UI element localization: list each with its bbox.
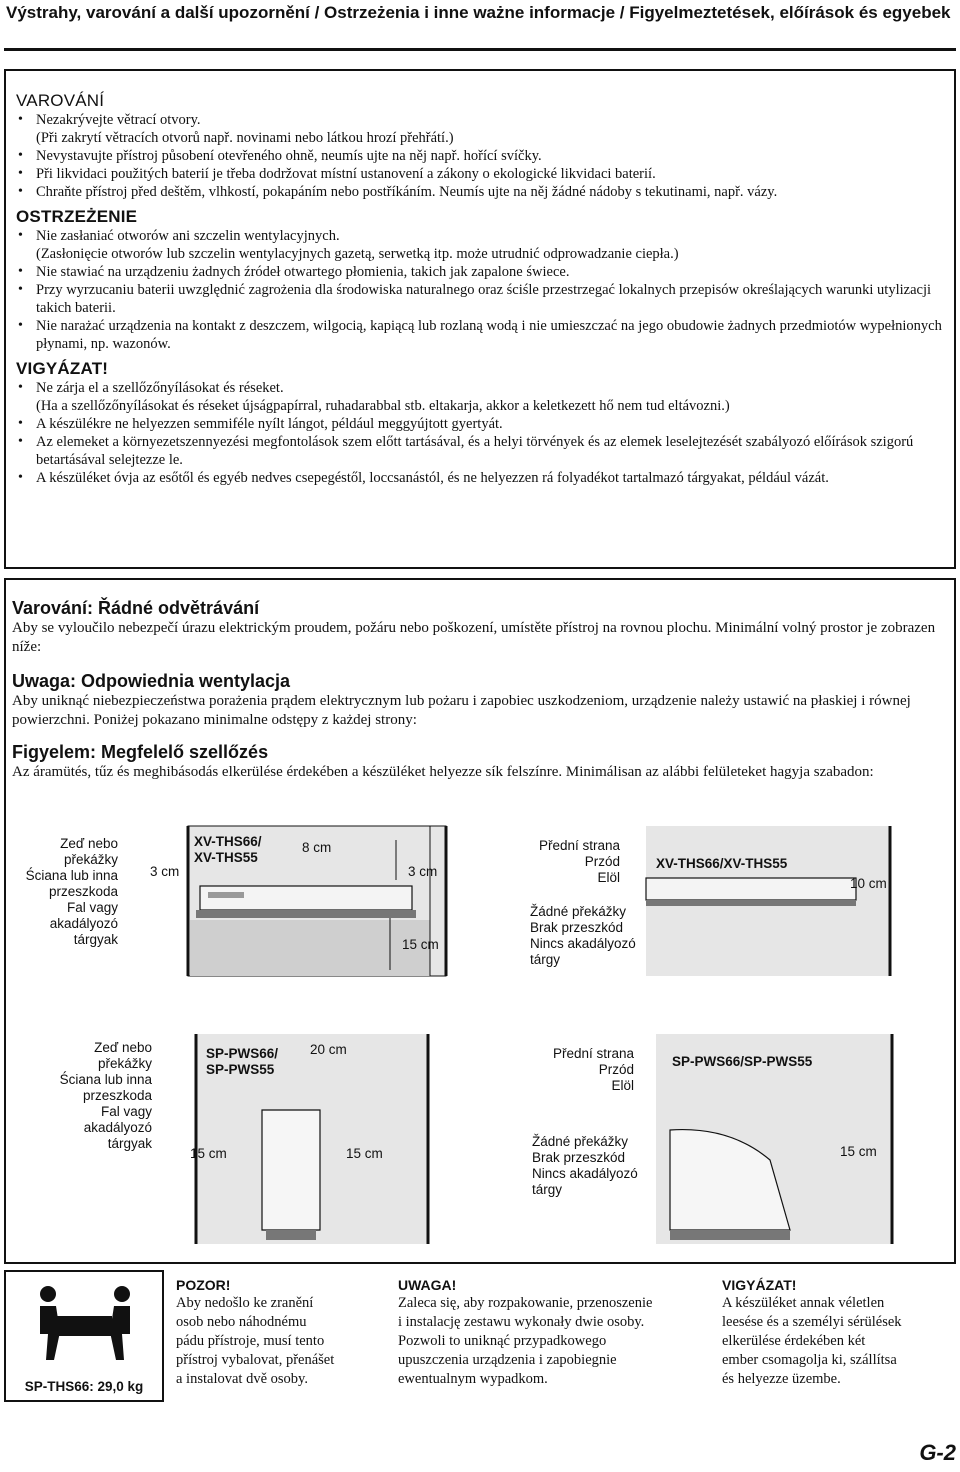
clearance-bottom-xv: 15 cm: [402, 937, 439, 952]
ventilation-hu: [12, 741, 942, 782]
warning-item: [16, 433, 944, 469]
model-line: SP-PWS55: [206, 1062, 275, 1077]
wall-label-line: Zeď nebo: [94, 1040, 152, 1055]
wall-label-line: akadályozó: [83, 1120, 152, 1135]
ventilation-text-hu: Az áramütés, tűz és meghibásodás elkerülése érdekében a készüléket helyezze sík felszínre. Minimálisan az alábbi felületeket hagyja szabadon:: [12, 764, 874, 780]
carry-line: ewentualnym wypadkom.: [398, 1371, 548, 1387]
warning-item: [16, 317, 944, 353]
bullet-icon: •: [18, 318, 23, 333]
warning-item: [16, 379, 944, 415]
ventilation-pl: [12, 670, 942, 730]
sp-speaker-base: [266, 1230, 316, 1240]
no-obstacle-line: Nincs akadályozó: [530, 936, 636, 951]
warning-heading-hu: VIGYÁZAT!: [16, 359, 109, 378]
wall-label-line: překážky: [63, 852, 118, 867]
carry-line: osob nebo náhodnému: [176, 1314, 307, 1330]
sp-speaker-side-base: [670, 1230, 790, 1240]
bullet-icon: •: [18, 148, 23, 163]
warning-section-cz: [16, 91, 944, 201]
carry-heading-pl: UWAGA!: [398, 1277, 457, 1293]
wall-label-line: przeszkoda: [48, 884, 118, 899]
warning-item-text: A készüléket óvja az esőtől és egyéb nedves csepegéstől, loccsanástól, és ne helyezzen rá folyadékot tartalmazó tárgyakat, például vázát.: [36, 470, 829, 486]
two-person-lift-icon: [26, 1282, 142, 1362]
front-label-line: Přední strana: [538, 838, 620, 853]
warning-section-hu: [16, 359, 944, 487]
warning-item-text: Nie narażać urządzenia na kontakt z deszczem, wilgocią, kapiącą lub rozlaną wodą i nie umieszczać na jego obudowie żadnych przedmiotów wypełnionych płynami, np. wazonów.: [36, 318, 942, 352]
carry-line: upuszczenia urządzenia i zapobiegnie: [398, 1352, 617, 1368]
model-line: XV-THS66/: [194, 834, 262, 849]
wall-label-2: [52, 1040, 152, 1152]
bullet-icon: •: [18, 434, 23, 449]
weight-label: SP-THS66: 29,0 kg: [24, 1379, 144, 1394]
warning-item-text: Při likvidaci použitých baterií je třeba dodržovat místní ustanovení a zákony o ekologické likvidaci baterií.: [36, 166, 656, 182]
clearance-front-sp: 15 cm: [840, 1144, 877, 1159]
front-label-2: [534, 1046, 634, 1094]
model-side-sp: SP-PWS66/SP-PWS55: [672, 1054, 813, 1069]
wall-label-line: Fal vagy: [100, 1104, 152, 1119]
no-obstacle-line: Brak przeszkód: [530, 920, 624, 935]
clearance-left-xv: 3 cm: [150, 864, 180, 879]
ventilation-cz: [12, 597, 942, 657]
wall-label-line: Fal vagy: [66, 900, 118, 915]
warning-item-text: Ne zárja el a szellőzőnyílásokat és réseket.: [36, 380, 284, 396]
wall-label-line: překážky: [97, 1056, 152, 1071]
model-line: XV-THS55: [194, 850, 258, 865]
front-label-line: Přední strana: [552, 1046, 634, 1061]
carry-line: és helyezze üzembe.: [722, 1371, 841, 1387]
no-obstacle-line: Brak przeszkód: [532, 1150, 626, 1165]
carry-warning-pl: [398, 1276, 716, 1389]
warning-item: [16, 147, 944, 165]
no-obstacle-line: Nincs akadályozó: [532, 1166, 638, 1181]
front-label-line: Przód: [584, 854, 620, 869]
model-label-xv: [194, 834, 262, 866]
ventilation-heading-pl: Uwaga: Odpowiednia wentylacja: [12, 671, 291, 691]
carry-line: A készüléket annak véletlen: [722, 1295, 885, 1311]
warning-item-subtext: (Ha a szellőzőnyílásokat és réseket újságpapírral, ruhadarabbal stb. eltakarja, akkor a keletkezett hő nem tud eltávozni.): [36, 398, 730, 414]
bullet-icon: •: [18, 264, 23, 279]
warning-heading-cz: VAROVÁNÍ: [16, 91, 105, 110]
warning-item-text: Nie zasłaniać otworów ani szczelin wentylacyjnych.: [36, 228, 340, 244]
xv-unit-slot: [208, 892, 244, 898]
wall-label-line: tárgyak: [73, 932, 118, 947]
warning-item-text: Nezakrývejte větrací otvory.: [36, 112, 201, 128]
bullet-icon: •: [18, 416, 23, 431]
xv-unit-base: [196, 910, 416, 918]
warning-item: [16, 165, 944, 183]
bullet-icon: •: [18, 166, 23, 181]
carry-warning-hu: [722, 1276, 956, 1389]
page-title: Výstrahy, varování a další upozornění / Ostrzeżenia i inne ważne informacje / Figyelmeztetések, előírások és egyebek: [6, 3, 951, 22]
bullet-icon: •: [18, 282, 23, 297]
clearance-front-xv: 10 cm: [850, 876, 887, 891]
front-label-line: Przód: [598, 1062, 634, 1077]
xv-unit-side: [646, 878, 856, 900]
warning-item: [16, 415, 944, 433]
warning-item-text: Nie stawiać na urządzeniu żadnych źródeł otwartego płomienia, takich jak zapalone świece.: [36, 264, 570, 280]
carry-line: ember csomagolja ki, szállítsa: [722, 1352, 897, 1368]
bullet-icon: •: [18, 112, 23, 127]
warning-list-cz: [16, 111, 944, 201]
carry-line: a instalovat dvě osoby.: [176, 1371, 308, 1387]
no-obstacle-label-1: [530, 904, 636, 968]
bullet-icon: •: [18, 470, 23, 485]
xv-unit-side-base: [646, 900, 856, 906]
bullet-icon: •: [18, 380, 23, 395]
sp-speaker: [262, 1110, 320, 1230]
model-side-xv: XV-THS66/XV-THS55: [656, 856, 788, 871]
wall-label-line: Zeď nebo: [60, 836, 118, 851]
warning-item: [16, 227, 944, 263]
no-obstacle-label-2: [532, 1134, 638, 1198]
two-person-lift-box: [4, 1270, 164, 1402]
wall-label-1: [20, 836, 118, 948]
ventilation-heading-hu: Figyelem: Megfelelő szellőzés: [12, 742, 269, 762]
carry-line: leesése és a személyi sérülések: [722, 1314, 902, 1330]
title-divider: [4, 48, 956, 51]
wall-label-line: przeszkoda: [82, 1088, 152, 1103]
wall-label-line: Ściana lub inna: [59, 1072, 152, 1087]
warning-item-text: A készülékre ne helyezzen semmiféle nyílt lángot, például meggyújtott gyertyát.: [36, 416, 503, 432]
carry-heading-cz: POZOR!: [176, 1277, 231, 1293]
warning-item: [16, 469, 944, 487]
model-line: SP-PWS66/: [206, 1046, 279, 1061]
page-number: G-2: [919, 1440, 956, 1465]
front-label-line: Elöl: [611, 1078, 634, 1093]
warning-item-subtext: (Zasłonięcie otworów lub szczelin wentylacyjnych gazetą, serwetką itp. może utrudnić odprowadzanie ciepła.): [36, 246, 679, 262]
carry-warning-cz: [176, 1276, 386, 1389]
carry-heading-hu: VIGYÁZAT!: [722, 1277, 797, 1293]
warnings-box: [4, 69, 956, 569]
bullet-icon: •: [18, 184, 23, 199]
carry-line: Aby nedošlo ke zranění: [176, 1295, 314, 1311]
warning-list-pl: [16, 227, 944, 353]
front-label-line: Elöl: [597, 870, 620, 885]
warning-item: [16, 281, 944, 317]
clearance-top-xv: 8 cm: [302, 840, 332, 855]
wall-label-line: Ściana lub inna: [25, 868, 118, 883]
warning-list-hu: [16, 379, 944, 487]
ventilation-text-cz: Aby se vyloučilo nebezpečí úrazu elektrickým proudem, požáru nebo poškození, umístěte přístroj na rovnou plochu. Minimální volný prostor je zobrazen níže:: [12, 620, 936, 655]
carry-line: přístroj vybalovat, přenášet: [176, 1352, 335, 1368]
carry-line: i instalację zestawu wykonały dwie osoby.: [398, 1314, 645, 1330]
warning-item-text: Chraňte přístroj před deštěm, vlhkostí, pokapáním nebo postříkáním. Neumís ujte na něj žádné nádoby s tekutinami, např. vázy.: [36, 184, 778, 200]
rack-shelf: [190, 920, 430, 976]
warning-item-text: Nevystavujte přístroj působení otevřeného ohně, neumís ujte na něj např. hořící svíčky.: [36, 148, 542, 164]
warning-item: [16, 263, 944, 281]
clearance-right-xv: 3 cm: [408, 864, 438, 879]
warning-item: [16, 183, 944, 201]
no-obstacle-line: Žádné překážky: [532, 1134, 629, 1149]
wall-label-line: tárgyak: [107, 1136, 152, 1151]
carry-line: Zaleca się, aby rozpakowanie, przenoszenie: [398, 1295, 653, 1311]
warning-item-text: Az elemeket a környezetszennyezési megfontolások szem előtt tartásával, és a helyi törvények és az elemek leselejtezését szabályozó előírások szigorú betartásával selejtezze le.: [36, 434, 914, 468]
front-label-1: [520, 838, 620, 886]
ventilation-heading-cz: Varování: Řádné odvětrávání: [12, 598, 260, 618]
no-obstacle-line: tárgy: [530, 952, 561, 967]
ventilation-text-pl: Aby uniknąć niebezpieczeństwa porażenia prądem elektrycznym lub pożaru i zapobiec uszkodzeniom, urządzenie należy ustawić na płaskiej i równej powierzchni. Poniżej pokazano minimalne odstępy z każdej strony:: [12, 693, 911, 728]
warning-item-text: Przy wyrzucaniu baterii uwzględnić zagrożenia dla środowiska naturalnego oraz ściśle przestrzegać lokalnych przepisów określających warunki utylizacji takich baterii.: [36, 282, 932, 316]
wall-label-line: akadályozó: [49, 916, 118, 931]
warning-item-subtext: (Při zakrytí větracích otvorů např. novinami nebo látkou hrozí přehřátí.): [36, 130, 454, 146]
clearance-top-sp: 20 cm: [310, 1042, 347, 1057]
model-label-sp: [206, 1046, 278, 1078]
carry-line: Pozwoli to uniknąć przypadkowego: [398, 1333, 607, 1349]
no-obstacle-line: tárgy: [532, 1182, 563, 1197]
carry-line: pádu přístroje, musí tento: [176, 1333, 325, 1349]
carry-line: elkerülése érdekében két: [722, 1333, 866, 1349]
warning-heading-pl: OSTRZEŻENIE: [16, 207, 138, 226]
clearance-right-sp: 15 cm: [346, 1146, 383, 1161]
warning-item: [16, 111, 944, 147]
no-obstacle-line: Žádné překážky: [530, 904, 627, 919]
clearance-left-sp: 15 cm: [190, 1146, 227, 1161]
ventilation-diagram-xv-side: [640, 820, 900, 980]
bullet-icon: •: [18, 228, 23, 243]
warning-section-pl: [16, 207, 944, 353]
